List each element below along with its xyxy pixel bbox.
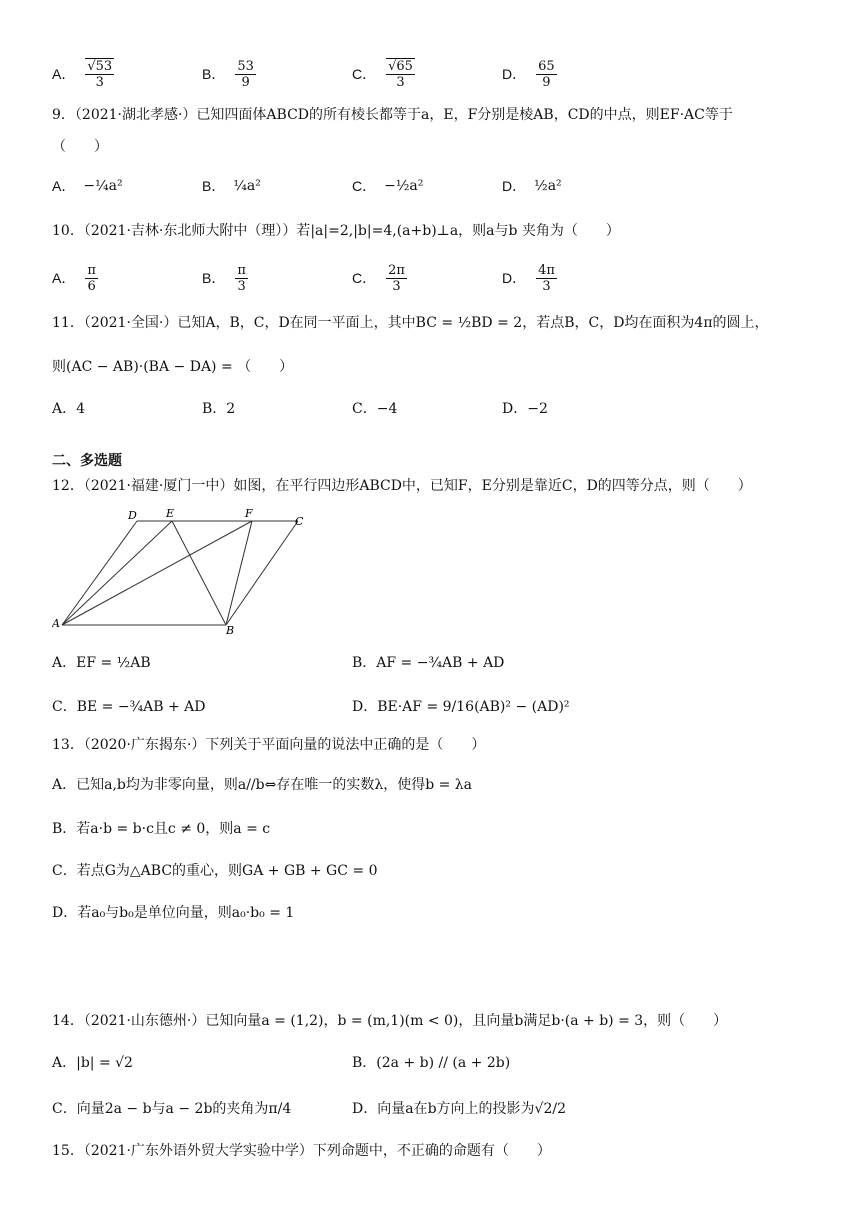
q8-option-d: D． $\frac{65}{9}$ (502, 58, 555, 90)
parallelogram-figure (52, 505, 312, 635)
q12-stem: 12．（2021·福建·厦门一中）如图，在平行四边形ABCD中，已知F，E分别是靠近C，D的四等分点，则（ ） (52, 478, 752, 494)
q14-options-row1 (52, 1040, 832, 1084)
q15-stem: 15．（2021·广东外语外贸大学实验中学）下列命题中，不正确的命题有（ ） (52, 1143, 551, 1159)
q12-option-c: C．BE = −¾AB + AD (52, 699, 206, 715)
q8-option-b: B． $\frac{53}{9}$ (202, 58, 254, 90)
q8-options (52, 52, 832, 96)
q9-option-b: B． ¼a² (202, 178, 261, 194)
q14-stem: 14．（2021·山东德州·）已知向量a = (1,2)，b = (m,1)(m < 0)，且向量b满足b·(a + b) = 3，则（ ） (52, 1013, 728, 1029)
q13-option-a: A．已知a,b均为非零向量，则a//b⇔存在唯一的实数λ，使得b = λa (52, 777, 473, 793)
q13-option-c: C．若点G为△ABC的重心，则GA + GB + GC = 0 (52, 863, 378, 879)
q10-stem: 10．（2021·吉林·东北师大附中（理））若|a|=2,|b|=4,(a+b)⊥a，则a与b 夹角为（ ） (52, 223, 620, 239)
q8-option-c: C． $\frac{√65}{3}$ (352, 59, 413, 90)
q11-stem: 11．（2021·全国·）已知A，B，C，D在同一平面上，其中BC = ½BD = 2，若点B，C，D均在面积为4π的圆上， (52, 315, 769, 331)
label-f: F (245, 507, 253, 520)
q10-option-d: D． $\frac{4\pi}{3}$ (502, 262, 555, 294)
q11-stem-2: 则(AC − AB)·(BA − DA) = （ ） (52, 359, 294, 375)
q11-option-c: C．−4 (352, 401, 398, 417)
q12-options-row2 (52, 684, 832, 728)
q14-option-c: C．向量2a − b与a − 2b的夹角为π/4 (52, 1101, 292, 1117)
q10-option-a: A． $\frac{\pi}{6}$ (52, 262, 96, 294)
q9-stem: 9．（2021·湖北孝感·）已知四面体ABCD的所有棱长都等于a，E，F分别是棱AB，CD的中点，则EF·AC等于 (52, 107, 733, 123)
q12-option-b: B．AF = −¾AB + AD (352, 655, 505, 671)
q9-option-d: D． ½a² (502, 178, 562, 194)
q10-option-b: B． $\frac{\pi}{3}$ (202, 262, 246, 294)
q14-option-d: D．向量a在b方向上的投影为√2/2 (352, 1101, 566, 1117)
q14-option-a: A．|b| = √2 (52, 1055, 133, 1071)
q9-option-c: C． −½a² (352, 178, 424, 194)
q11-option-b: B．2 (202, 401, 236, 417)
q9-option-a: A． −¼a² (52, 178, 123, 194)
q11-option-d: D．−2 (502, 401, 548, 417)
q11-option-a: A．4 (52, 401, 86, 417)
q12-option-d: D．BE·AF = 9/16(AB)² − (AD)² (352, 699, 570, 715)
section-heading: 二、多选题 (52, 452, 122, 468)
label-a: A (52, 617, 60, 630)
q12-option-a: A．EF = ½AB (52, 655, 151, 671)
label-e: E (166, 507, 175, 520)
q14-options-row2 (52, 1086, 832, 1130)
q10-options (52, 256, 832, 300)
q11-options (52, 386, 832, 430)
q13-option-b: B．若a·b = b·c且c ≠ 0，则a = c (52, 821, 271, 837)
q9-paren: （ ） (52, 139, 108, 155)
q14-option-b: B．(2a + b) // (a + 2b) (352, 1055, 511, 1071)
q9-options (52, 164, 832, 208)
label-d: D (128, 509, 137, 522)
label-b: B (226, 624, 235, 635)
q8-option-a: A． $\frac{√53}{3}$ (52, 59, 113, 90)
q12-options-row1 (52, 640, 832, 684)
q13-option-d: D．若a₀与b₀是单位向量，则a₀·b₀ = 1 (52, 905, 295, 921)
q13-stem: 13．（2020·广东揭东·）下列关于平面向量的说法中正确的是（ ） (52, 737, 486, 753)
label-c: C (295, 515, 304, 528)
q10-option-c: C． $\frac{2\pi}{3}$ (352, 262, 405, 294)
